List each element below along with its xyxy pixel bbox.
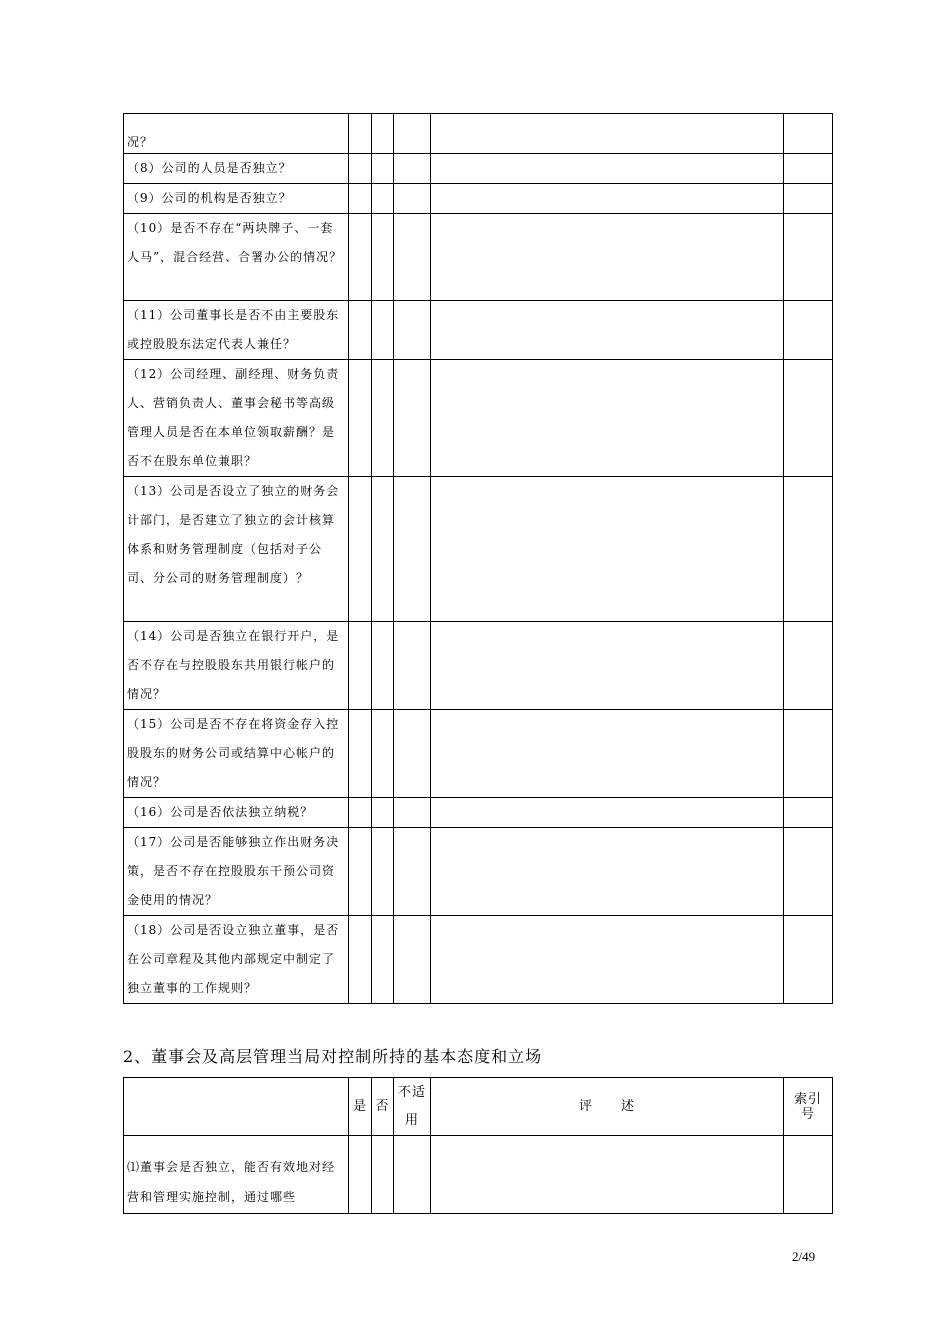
yes-cell — [349, 360, 372, 477]
header-question — [124, 1078, 349, 1136]
table-header-row — [124, 1078, 833, 1136]
index-cell — [784, 154, 833, 184]
no-cell — [372, 214, 394, 301]
yes-cell — [349, 798, 372, 828]
na-cell — [394, 477, 431, 622]
no-cell — [372, 798, 394, 828]
table-row — [124, 798, 833, 828]
comment-cell — [431, 828, 784, 916]
table-row — [124, 1136, 833, 1214]
comment-cell — [431, 114, 784, 154]
na-cell — [394, 798, 431, 828]
na-cell — [394, 828, 431, 916]
index-cell — [784, 916, 833, 1004]
yes-cell — [349, 916, 372, 1004]
index-cell — [784, 710, 833, 798]
question-cell: （9）公司的机构是否独立？ — [124, 184, 349, 214]
index-cell — [784, 114, 833, 154]
question-cell: （10）是否不存在“两块牌子、一套人马”，混合经营、合署办公的情况？ — [124, 214, 349, 301]
yes-cell — [349, 1136, 372, 1214]
question-cell: （16）公司是否依法独立纳税？ — [124, 798, 349, 828]
na-cell — [394, 154, 431, 184]
na-cell — [394, 622, 431, 710]
comment-cell — [431, 916, 784, 1004]
table-row — [124, 710, 833, 798]
comment-cell — [431, 1136, 784, 1214]
yes-cell — [349, 710, 372, 798]
index-cell — [784, 622, 833, 710]
table-row — [124, 360, 833, 477]
index-cell — [784, 1136, 833, 1214]
no-cell — [372, 154, 394, 184]
index-cell — [784, 477, 833, 622]
comment-cell — [431, 360, 784, 477]
question-cell: （8）公司的人员是否独立？ — [124, 154, 349, 184]
header-yes: 是 — [349, 1078, 372, 1136]
yes-cell — [349, 154, 372, 184]
table-row — [124, 154, 833, 184]
table-row — [124, 184, 833, 214]
na-cell — [394, 1136, 431, 1214]
question-cell: （18）公司是否设立独立董事，是否在公司章程及其他内部规定中制定了独立董事的工作规则？ — [124, 916, 349, 1004]
no-cell — [372, 360, 394, 477]
no-cell — [372, 622, 394, 710]
page-number: 2/49 — [792, 1249, 816, 1264]
yes-cell — [349, 301, 372, 360]
no-cell — [372, 184, 394, 214]
question-cell: （17）公司是否能够独立作出财务决策，是否不存在控股股东干预公司资金使用的情况？ — [124, 828, 349, 916]
yes-cell — [349, 184, 372, 214]
attitude-checklist-table — [123, 1077, 833, 1214]
question-cell: （15）公司是否不存在将资金存入控股股东的财务公司或结算中心帐户的情况？ — [124, 710, 349, 798]
comment-cell — [431, 477, 784, 622]
question-cell: （13）公司是否设立了独立的财务会计部门，是否建立了独立的会计核算体系和财务管理制度（包括对子公司、分公司的财务管理制度）？ — [124, 477, 349, 622]
no-cell — [372, 114, 394, 154]
comment-cell — [431, 622, 784, 710]
no-cell — [372, 477, 394, 622]
na-cell — [394, 360, 431, 477]
index-cell — [784, 360, 833, 477]
table-row — [124, 214, 833, 301]
header-comment: 评 述 — [431, 1078, 784, 1136]
question-cell: （14）公司是否独立在银行开户，是否不存在与控股股东共用银行帐户的情况？ — [124, 622, 349, 710]
index-cell — [784, 301, 833, 360]
comment-cell — [431, 184, 784, 214]
question-cell: 况？ — [124, 114, 349, 154]
header-na: 不适用 — [394, 1078, 431, 1136]
question-cell: （11）公司董事长是否不由主要股东或控股股东法定代表人兼任？ — [124, 301, 349, 360]
index-cell — [784, 184, 833, 214]
comment-cell — [431, 301, 784, 360]
no-cell — [372, 1136, 394, 1214]
no-cell — [372, 710, 394, 798]
table-row — [124, 828, 833, 916]
no-cell — [372, 301, 394, 360]
yes-cell — [349, 114, 372, 154]
table-row — [124, 114, 833, 154]
checklist-table-continued — [123, 113, 833, 1004]
table-row — [124, 301, 833, 360]
no-cell — [372, 916, 394, 1004]
na-cell — [394, 114, 431, 154]
no-cell — [372, 828, 394, 916]
question-cell: ⑴董事会是否独立，能否有效地对经营和管理实施控制，通过哪些 — [124, 1136, 349, 1214]
comment-cell — [431, 710, 784, 798]
header-no: 否 — [372, 1078, 394, 1136]
na-cell — [394, 916, 431, 1004]
na-cell — [394, 214, 431, 301]
section-2-title: 2、董事会及高层管理当局对控制所持的基本态度和立场 — [123, 1047, 543, 1066]
table-row — [124, 477, 833, 622]
header-index: 索引号 — [784, 1078, 833, 1136]
table-row — [124, 622, 833, 710]
comment-cell — [431, 798, 784, 828]
comment-cell — [431, 154, 784, 184]
index-cell — [784, 798, 833, 828]
question-cell: （12）公司经理、副经理、财务负责人、营销负责人、董事会秘书等高级管理人员是否在本单位领取薪酬？是否不在股东单位兼职？ — [124, 360, 349, 477]
table-row — [124, 916, 833, 1004]
yes-cell — [349, 477, 372, 622]
yes-cell — [349, 214, 372, 301]
index-cell — [784, 828, 833, 916]
index-cell — [784, 214, 833, 301]
na-cell — [394, 184, 431, 214]
na-cell — [394, 710, 431, 798]
yes-cell — [349, 828, 372, 916]
na-cell — [394, 301, 431, 360]
yes-cell — [349, 622, 372, 710]
comment-cell — [431, 214, 784, 301]
